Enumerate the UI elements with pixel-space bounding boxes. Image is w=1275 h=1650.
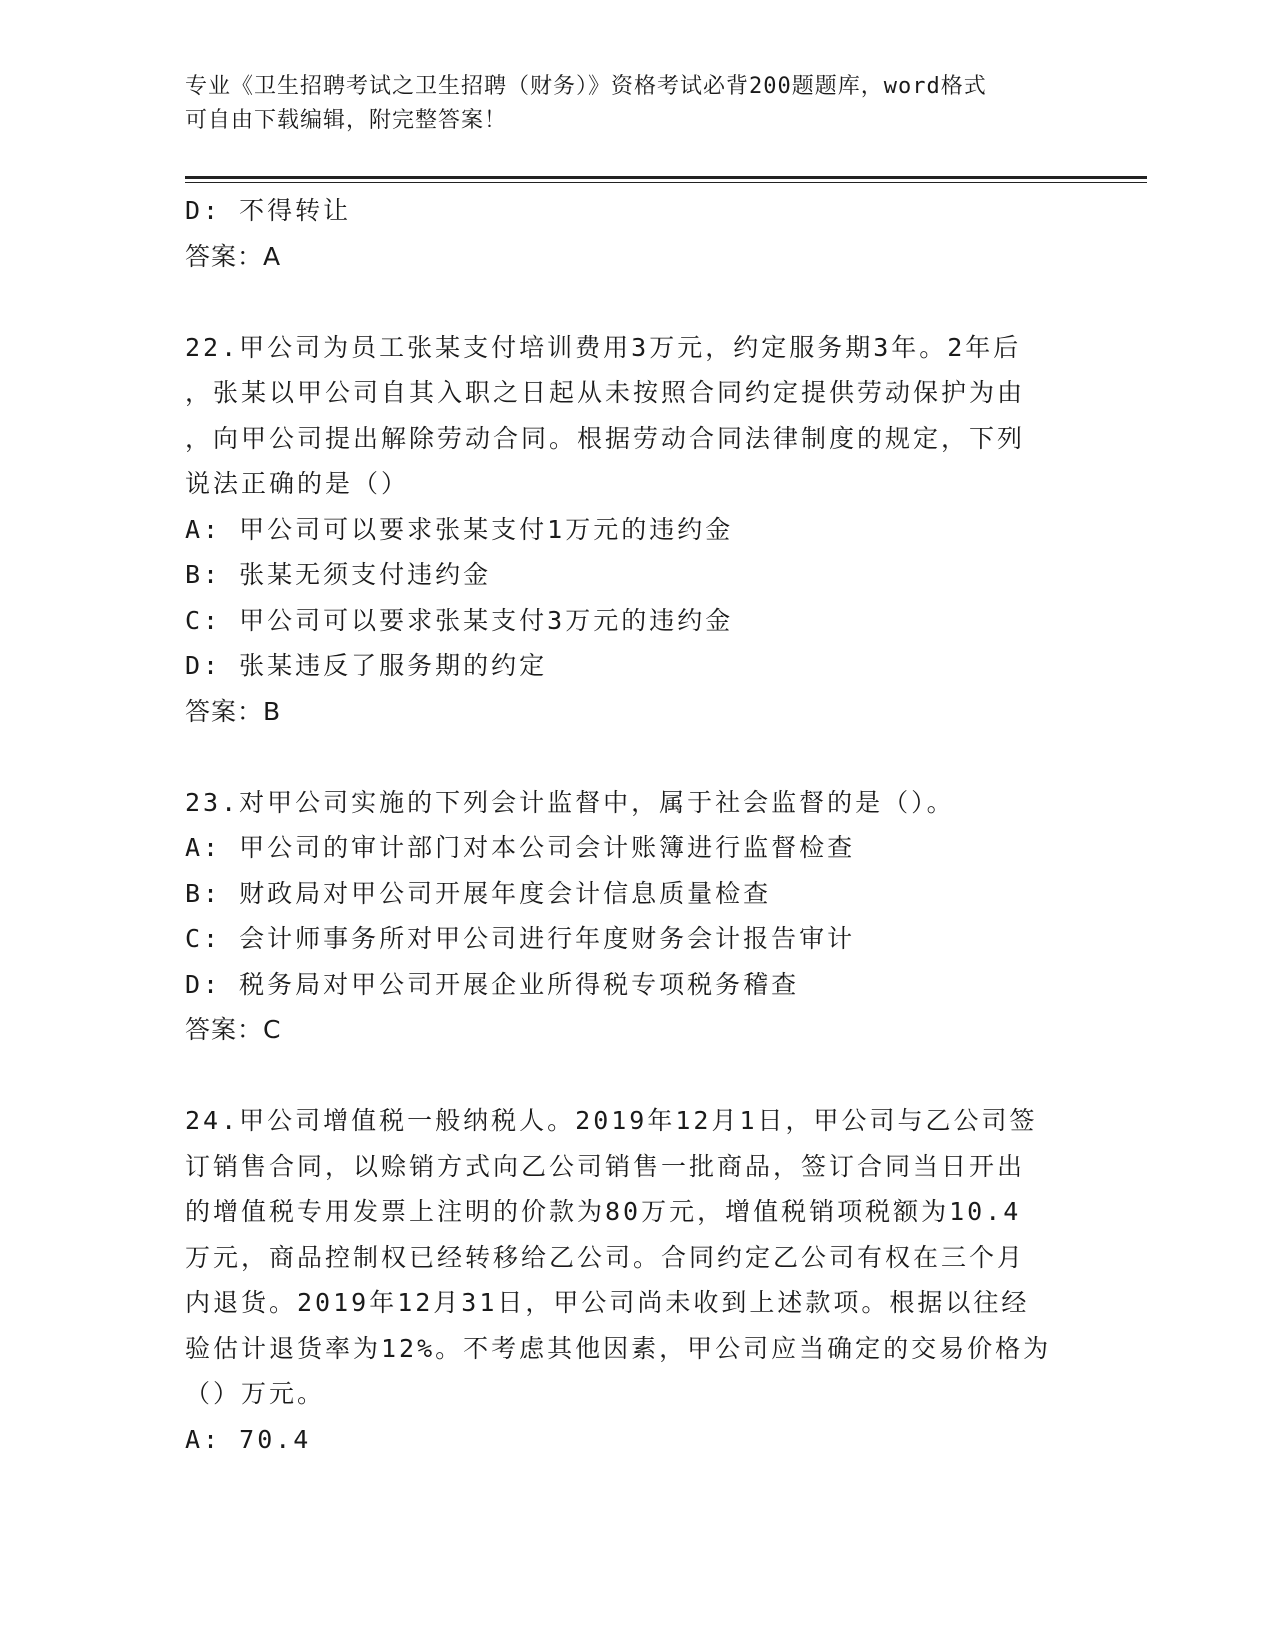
option-a: A: 70.4 bbox=[185, 1424, 312, 1454]
spacer bbox=[185, 1053, 1085, 1099]
question-22 bbox=[185, 325, 1085, 735]
question-stem-line: 订销售合同，以赊销方式向乙公司销售一批商品，签订合同当日开出 bbox=[185, 1151, 1026, 1181]
question-stem-line: 24.甲公司增值税一般纳税人。2019年12月1日，甲公司与乙公司签 bbox=[185, 1106, 1038, 1135]
question-stem-line: 万元，商品控制权已经转移给乙公司。合同约定乙公司有权在三个月 bbox=[185, 1242, 1026, 1272]
question-stem-line: 内退货。2019年12月31日，甲公司尚未收到上述款项。根据以往经 bbox=[185, 1288, 1030, 1317]
option-a: A: 甲公司的审计部门对本公司会计账簿进行监督检查 bbox=[185, 833, 856, 862]
spacer bbox=[185, 734, 1085, 780]
answer-line: 答案：B bbox=[185, 696, 282, 726]
question-stem-line: 23.对甲公司实施的下列会计监督中，属于社会监督的是（）。 bbox=[185, 787, 955, 817]
header-line-2: 可自由下载编辑，附完整答案！ bbox=[185, 108, 508, 133]
question-stem-line: ，张某以甲公司自其入职之日起从未按照合同约定提供劳动保护为由 bbox=[185, 378, 1026, 407]
question-stem-line: 的增值税专用发票上注明的价款为80万元，增值税销项税额为10.4 bbox=[185, 1197, 1022, 1226]
question-stem-line: 说法正确的是（） bbox=[185, 469, 410, 498]
option-c: C: 甲公司可以要求张某支付3万元的违约金 bbox=[185, 605, 734, 635]
question-stem-line: 22.甲公司为员工张某支付培训费用3万元，约定服务期3年。2年后 bbox=[185, 332, 1022, 362]
document-body bbox=[185, 188, 1085, 1462]
option-b: B: 财政局对甲公司开展年度会计信息质量检查 bbox=[185, 878, 772, 908]
question-23 bbox=[185, 780, 1085, 1053]
header-rule-thick bbox=[185, 176, 1147, 179]
option-d: D: 不得转让 bbox=[185, 196, 352, 225]
header-line-1: 专业《卫生招聘考试之卫生招聘（财务）》资格考试必背200题题库，word格式 bbox=[185, 74, 987, 99]
previous-question-tail bbox=[185, 188, 1085, 279]
option-d: D: 张某违反了服务期的约定 bbox=[185, 651, 548, 680]
question-stem-line: （）万元。 bbox=[185, 1379, 326, 1408]
option-c: C: 会计师事务所对甲公司进行年度财务会计报告审计 bbox=[185, 924, 856, 953]
question-24 bbox=[185, 1098, 1085, 1462]
header-rule-thin bbox=[185, 182, 1147, 183]
question-stem-line: ，向甲公司提出解除劳动合同。根据劳动合同法律制度的规定，下列 bbox=[185, 423, 1026, 453]
option-d: D: 税务局对甲公司开展企业所得税专项税务稽查 bbox=[185, 969, 800, 999]
answer-line: 答案：A bbox=[185, 241, 282, 271]
document-header bbox=[185, 70, 1085, 138]
option-b: B: 张某无须支付违约金 bbox=[185, 560, 492, 589]
option-a: A: 甲公司可以要求张某支付1万元的违约金 bbox=[185, 514, 734, 544]
question-stem-line: 验估计退货率为12%。不考虑其他因素，甲公司应当确定的交易价格为 bbox=[185, 1333, 1052, 1363]
answer-line: 答案：C bbox=[185, 1015, 282, 1044]
spacer bbox=[185, 279, 1085, 325]
